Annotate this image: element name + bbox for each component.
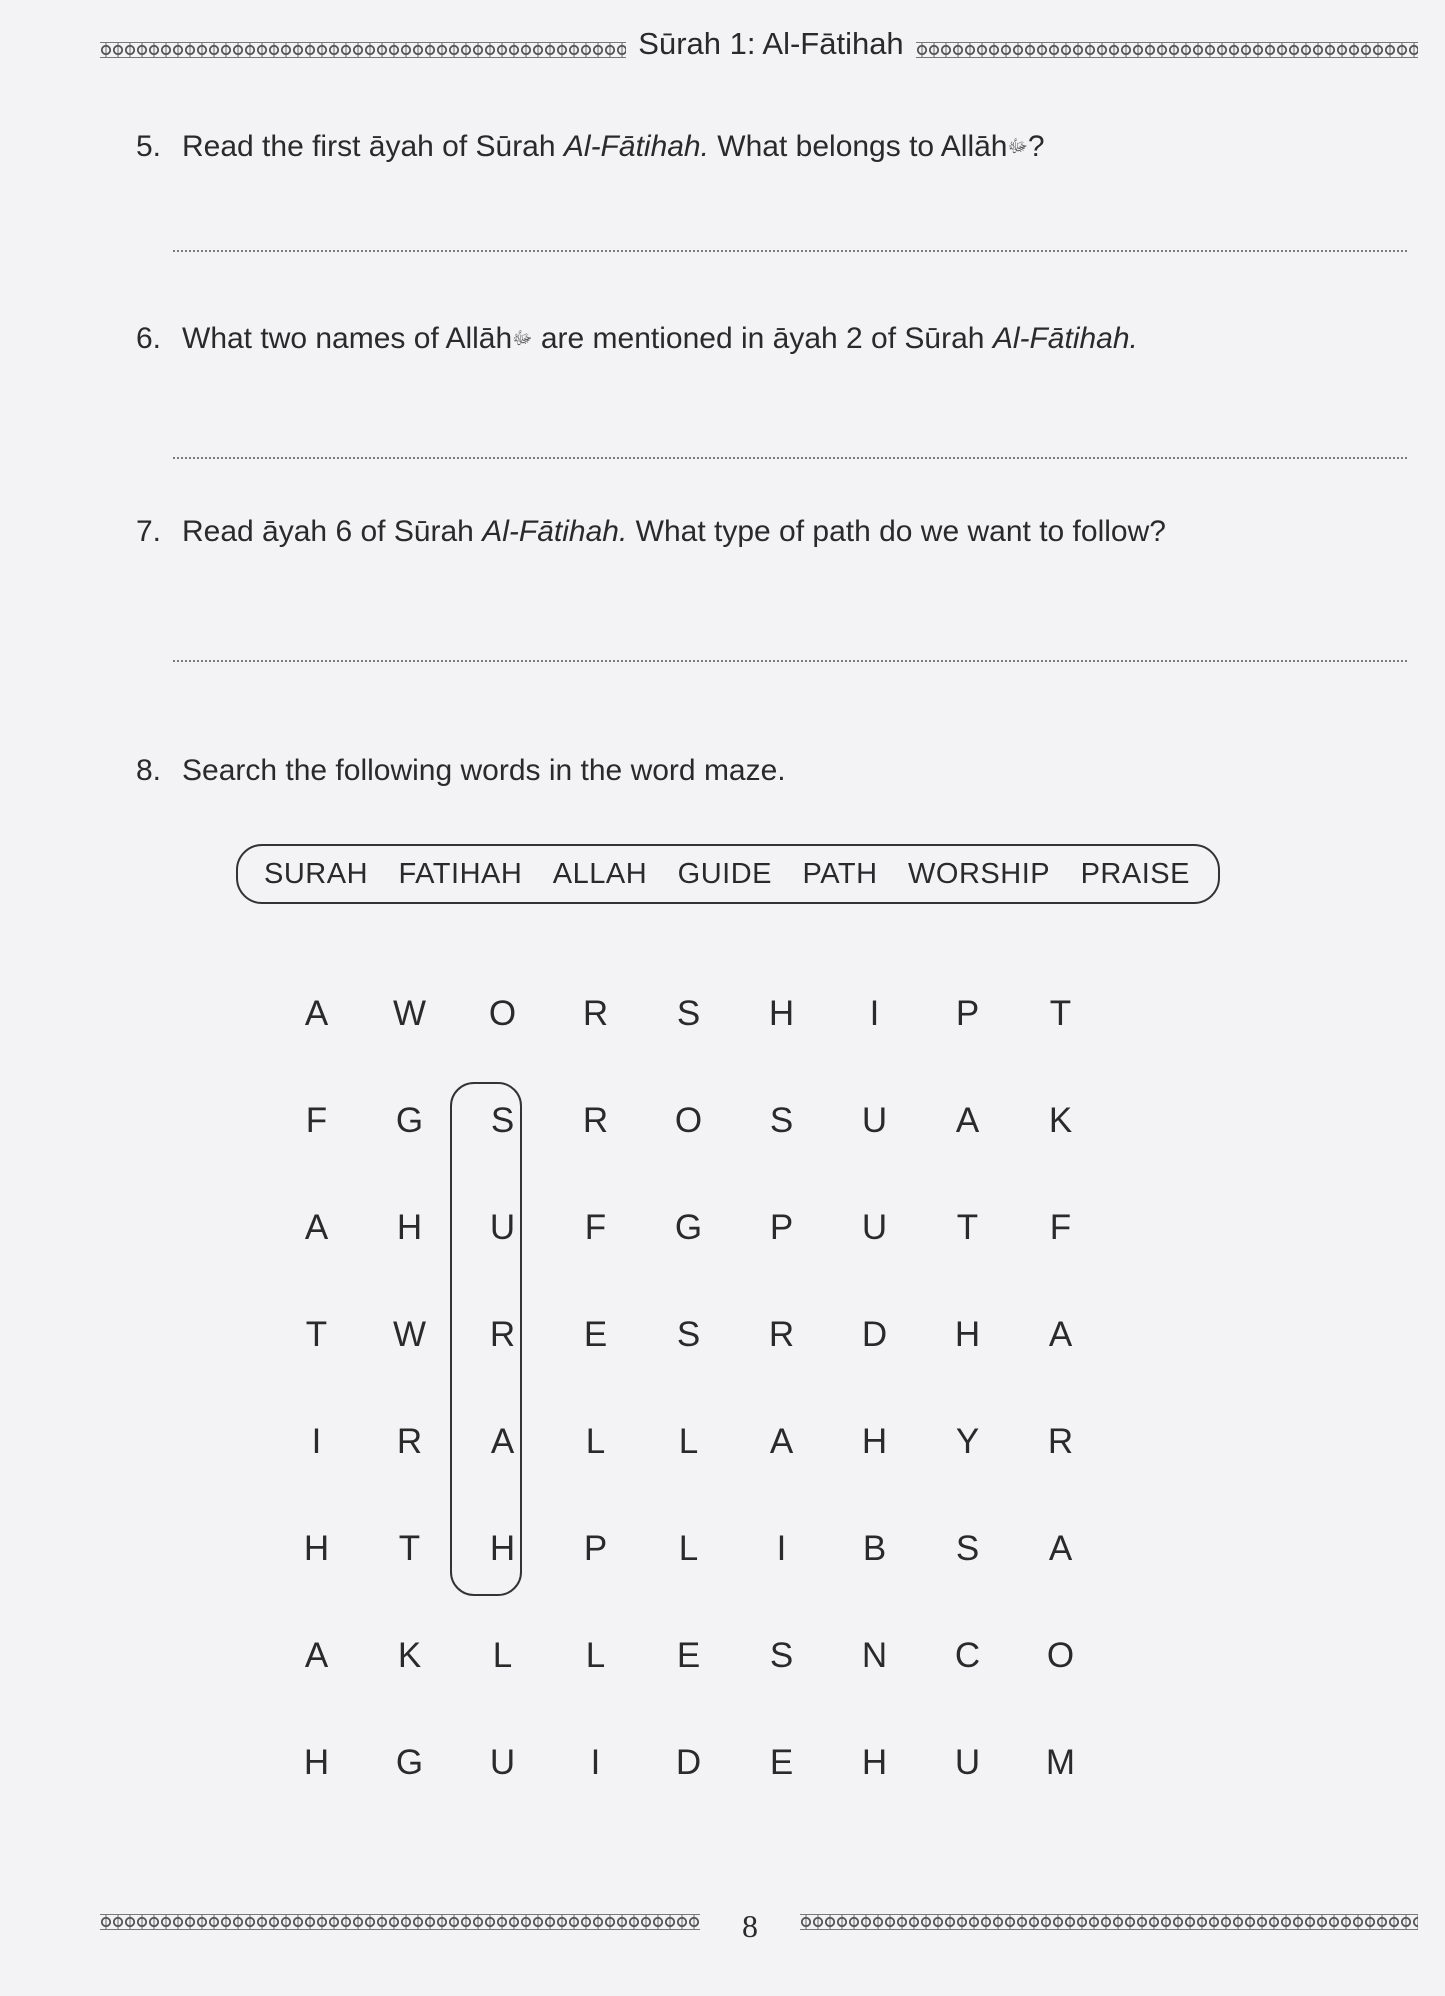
maze-letter[interactable]: Y bbox=[955, 1422, 980, 1461]
maze-letter[interactable]: K bbox=[1048, 1101, 1073, 1140]
answer-line-5[interactable] bbox=[173, 250, 1407, 252]
question-number: 8. bbox=[136, 754, 162, 787]
question-text: Search the following words in the word maze. bbox=[182, 754, 786, 787]
question-text: Read the first āyah of Sūrah bbox=[182, 130, 564, 163]
maze-letter[interactable]: L bbox=[678, 1529, 699, 1568]
maze-letter[interactable]: L bbox=[678, 1422, 699, 1461]
maze-letter[interactable]: H bbox=[303, 1529, 330, 1568]
maze-letter[interactable]: I bbox=[776, 1529, 787, 1568]
question-5 bbox=[136, 130, 1045, 164]
header-ornament-left bbox=[100, 42, 626, 58]
word-list-item: PRAISE bbox=[1080, 857, 1190, 890]
maze-letter[interactable]: O bbox=[488, 994, 517, 1033]
maze-letter[interactable]: L bbox=[585, 1422, 606, 1461]
maze-letter[interactable]: T bbox=[1049, 994, 1072, 1033]
question-number: 5. bbox=[136, 130, 162, 163]
maze-letter[interactable]: T bbox=[956, 1208, 979, 1247]
answer-line-6[interactable] bbox=[173, 457, 1407, 459]
question-text: are mentioned in āyah 2 of Sūrah bbox=[532, 322, 993, 355]
header-ornament-right bbox=[916, 42, 1418, 58]
maze-letter[interactable]: W bbox=[392, 1315, 427, 1354]
question-8 bbox=[136, 754, 786, 788]
maze-letter[interactable]: F bbox=[1049, 1208, 1072, 1247]
word-maze-grid bbox=[270, 988, 1107, 1844]
question-6 bbox=[136, 322, 1138, 356]
word-list-box bbox=[236, 844, 1220, 904]
maze-letter[interactable]: U bbox=[489, 1208, 516, 1247]
maze-letter[interactable]: G bbox=[395, 1743, 424, 1782]
maze-letter[interactable]: E bbox=[676, 1636, 701, 1675]
maze-letter[interactable]: P bbox=[955, 994, 980, 1033]
question-text-italic: Al-Fātihah. bbox=[482, 515, 628, 548]
maze-letter[interactable]: G bbox=[674, 1208, 703, 1247]
word-list-item: WORSHIP bbox=[908, 857, 1051, 890]
allah-emblem-icon: ﷻ bbox=[512, 328, 533, 348]
maze-letter[interactable]: P bbox=[769, 1208, 794, 1247]
maze-letter[interactable]: H bbox=[489, 1529, 516, 1568]
question-text: What type of path do we want to follow? bbox=[627, 515, 1166, 548]
maze-letter[interactable]: T bbox=[305, 1315, 328, 1354]
maze-letter[interactable]: H bbox=[954, 1315, 981, 1354]
maze-letter[interactable]: U bbox=[861, 1208, 888, 1247]
maze-letter[interactable]: C bbox=[954, 1636, 981, 1675]
maze-letter[interactable]: S bbox=[676, 1315, 701, 1354]
maze-letter[interactable]: T bbox=[398, 1529, 421, 1568]
maze-letter[interactable]: M bbox=[1045, 1743, 1076, 1782]
maze-letter[interactable]: F bbox=[305, 1101, 328, 1140]
maze-letter[interactable]: I bbox=[590, 1743, 601, 1782]
maze-letter[interactable]: K bbox=[397, 1636, 422, 1675]
maze-letter[interactable]: U bbox=[954, 1743, 981, 1782]
maze-letter[interactable]: O bbox=[1046, 1636, 1075, 1675]
question-text: ? bbox=[1027, 130, 1045, 163]
maze-letter[interactable]: A bbox=[769, 1422, 794, 1461]
question-text: What two names of Allāh bbox=[182, 322, 513, 355]
question-number: 7. bbox=[136, 515, 162, 548]
maze-letter[interactable]: R bbox=[582, 1101, 609, 1140]
word-list-item: PATH bbox=[802, 857, 878, 890]
question-text-italic: Al-Fātihah. bbox=[563, 130, 709, 163]
word-list-item: ALLAH bbox=[552, 857, 648, 890]
maze-letter[interactable]: S bbox=[769, 1636, 794, 1675]
question-number: 6. bbox=[136, 322, 162, 355]
word-list-item: SURAH bbox=[264, 857, 369, 890]
maze-letter[interactable]: U bbox=[489, 1743, 516, 1782]
word-list-item: FATIHAH bbox=[398, 857, 523, 890]
maze-letter[interactable]: A bbox=[304, 1636, 329, 1675]
maze-letter[interactable]: A bbox=[304, 994, 329, 1033]
maze-letter[interactable]: A bbox=[490, 1422, 515, 1461]
page-number: 8 bbox=[742, 1908, 758, 1944]
maze-letter[interactable]: S bbox=[769, 1101, 794, 1140]
maze-letter[interactable]: R bbox=[396, 1422, 423, 1461]
maze-letter[interactable]: A bbox=[1048, 1529, 1073, 1568]
maze-letter[interactable]: L bbox=[585, 1636, 606, 1675]
maze-letter[interactable]: R bbox=[489, 1315, 516, 1354]
maze-letter[interactable]: N bbox=[861, 1636, 888, 1675]
maze-letter[interactable]: F bbox=[584, 1208, 607, 1247]
page-header-title: Sūrah 1: Al-Fātihah bbox=[638, 26, 904, 61]
maze-letter[interactable]: U bbox=[861, 1101, 888, 1140]
maze-letter[interactable]: S bbox=[676, 994, 701, 1033]
maze-letter[interactable]: E bbox=[769, 1743, 794, 1782]
maze-letter[interactable]: A bbox=[304, 1208, 329, 1247]
maze-letter[interactable]: H bbox=[768, 994, 795, 1033]
maze-letter[interactable]: R bbox=[768, 1315, 795, 1354]
question-text-italic: Al-Fātihah. bbox=[992, 322, 1138, 355]
maze-letter[interactable]: O bbox=[674, 1101, 703, 1140]
answer-line-7[interactable] bbox=[173, 660, 1407, 662]
maze-letter[interactable]: S bbox=[490, 1101, 515, 1140]
maze-letter[interactable]: R bbox=[582, 994, 609, 1033]
maze-letter[interactable]: G bbox=[395, 1101, 424, 1140]
footer-ornament-left bbox=[100, 1914, 700, 1930]
question-text: What belongs to Allāh bbox=[708, 130, 1008, 163]
maze-letter[interactable]: E bbox=[583, 1315, 608, 1354]
maze-letter[interactable]: A bbox=[955, 1101, 980, 1140]
found-word-circle-surah bbox=[450, 1082, 522, 1596]
maze-letter[interactable]: H bbox=[303, 1743, 330, 1782]
maze-letter[interactable]: D bbox=[861, 1315, 888, 1354]
footer-ornament-right bbox=[800, 1914, 1418, 1930]
maze-letter[interactable]: R bbox=[1047, 1422, 1074, 1461]
maze-letter[interactable]: I bbox=[311, 1422, 322, 1461]
maze-letter[interactable]: P bbox=[583, 1529, 608, 1568]
maze-letter[interactable]: W bbox=[392, 994, 427, 1033]
maze-letter[interactable]: H bbox=[861, 1743, 888, 1782]
allah-emblem-icon: ﷻ bbox=[1007, 136, 1028, 156]
maze-letter[interactable]: D bbox=[675, 1743, 702, 1782]
word-list-item: GUIDE bbox=[677, 857, 773, 890]
question-text: Read āyah 6 of Sūrah bbox=[182, 515, 483, 548]
question-7 bbox=[136, 515, 1166, 549]
maze-letter[interactable]: H bbox=[396, 1208, 423, 1247]
maze-letter[interactable]: B bbox=[862, 1529, 887, 1568]
maze-letter[interactable]: S bbox=[955, 1529, 980, 1568]
maze-letter[interactable]: I bbox=[869, 994, 880, 1033]
maze-letter[interactable]: H bbox=[861, 1422, 888, 1461]
maze-letter[interactable]: L bbox=[492, 1636, 513, 1675]
maze-letter[interactable]: A bbox=[1048, 1315, 1073, 1354]
